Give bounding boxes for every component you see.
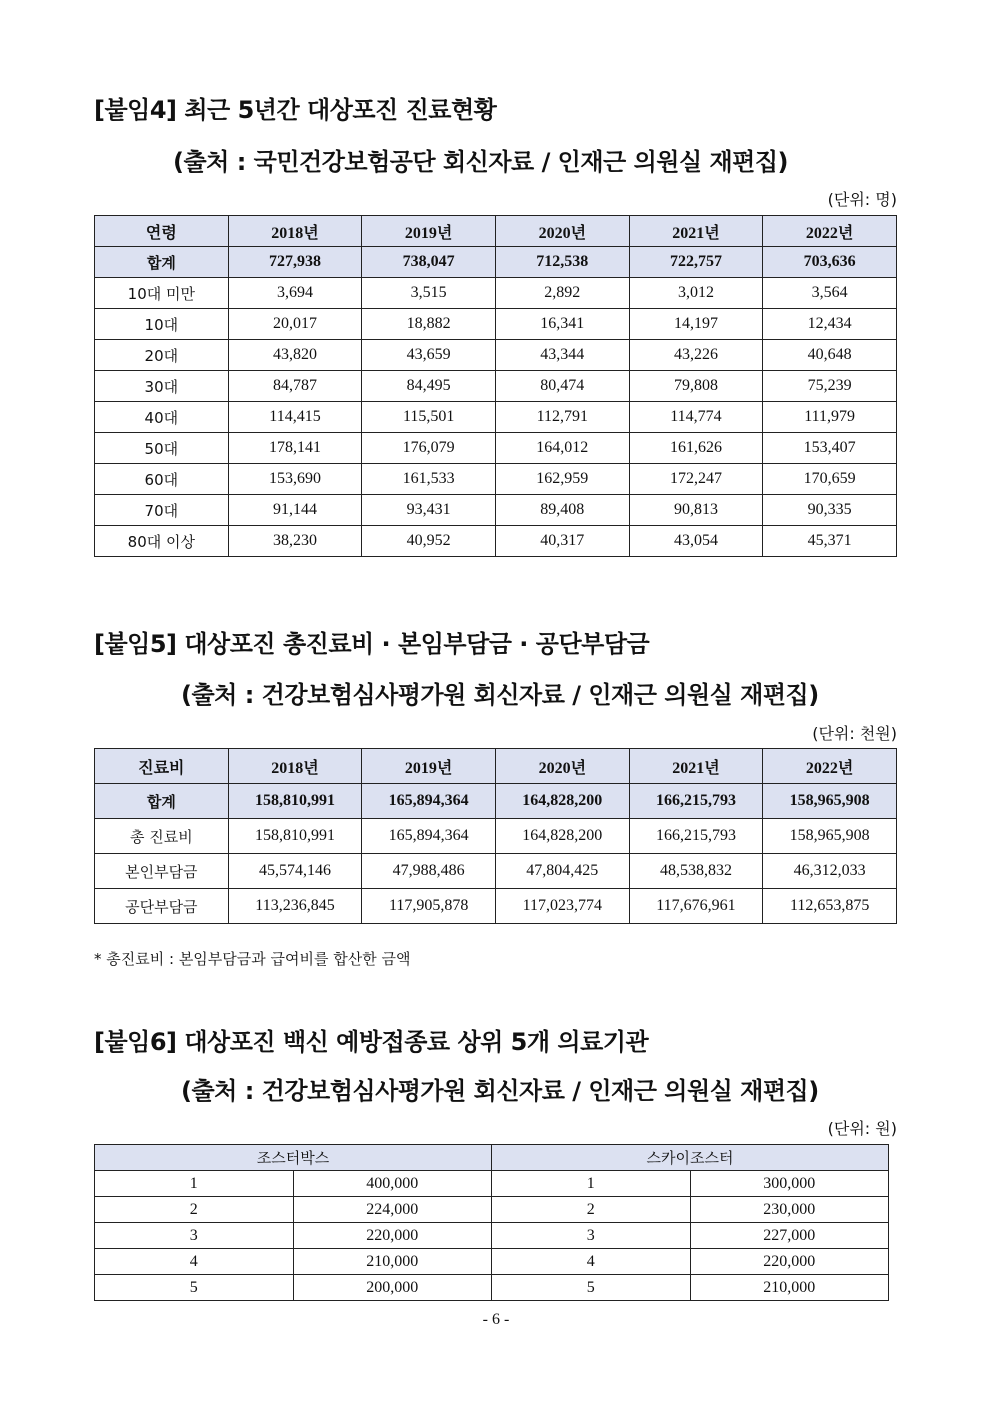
cell: 166,215,793 xyxy=(629,819,763,854)
section5-title: [붙임5] 대상포진 총진료비 · 본임부담금 · 공단부담금 xyxy=(94,630,650,658)
row-label: 10대 xyxy=(95,309,229,340)
header-cell: 2021년 xyxy=(629,216,763,247)
header-cell: 2019년 xyxy=(362,749,496,784)
table-row xyxy=(95,819,897,854)
rank-cell: 2 xyxy=(95,1197,294,1223)
cell: 3,564 xyxy=(763,278,897,309)
header-cell: 2021년 xyxy=(629,749,763,784)
table-row xyxy=(95,340,897,371)
total-cell: 158,965,908 xyxy=(763,784,897,819)
cell: 113,236,845 xyxy=(228,889,362,924)
section4-title: [붙임4] 최근 5년간 대상포진 진료현황 xyxy=(94,96,497,124)
row-label: 30대 xyxy=(95,371,229,402)
price-cell: 210,000 xyxy=(690,1275,889,1301)
cell: 84,787 xyxy=(228,371,362,402)
cell: 45,574,146 xyxy=(228,854,362,889)
cell: 84,495 xyxy=(362,371,496,402)
rank-cell: 3 xyxy=(492,1223,691,1249)
cell: 45,371 xyxy=(763,526,897,557)
table-row xyxy=(95,526,897,557)
cell: 3,012 xyxy=(629,278,763,309)
total-cell: 712,538 xyxy=(495,247,629,278)
table-row xyxy=(95,402,897,433)
table-row xyxy=(95,1249,889,1275)
cell: 114,774 xyxy=(629,402,763,433)
header-cell: 2020년 xyxy=(495,216,629,247)
price-cell: 220,000 xyxy=(690,1249,889,1275)
row-label: 총 진료비 xyxy=(95,819,229,854)
header-cell-zostavax: 조스터박스 xyxy=(95,1145,492,1171)
table-row xyxy=(95,1223,889,1249)
header-cell: 2019년 xyxy=(362,216,496,247)
cell: 111,979 xyxy=(763,402,897,433)
cell: 40,648 xyxy=(763,340,897,371)
cell: 43,226 xyxy=(629,340,763,371)
total-cell: 165,894,364 xyxy=(362,784,496,819)
table-row xyxy=(95,464,897,495)
cell: 153,407 xyxy=(763,433,897,464)
cell: 75,239 xyxy=(763,371,897,402)
cell: 112,791 xyxy=(495,402,629,433)
rank-cell: 1 xyxy=(95,1171,294,1197)
section5-unit: (단위: 천원) xyxy=(812,724,897,743)
total-cell: 166,215,793 xyxy=(629,784,763,819)
header-cell: 2018년 xyxy=(228,216,362,247)
cell: 162,959 xyxy=(495,464,629,495)
cell: 20,017 xyxy=(228,309,362,340)
price-cell: 220,000 xyxy=(293,1223,492,1249)
total-label: 합계 xyxy=(95,784,229,819)
header-cell: 2022년 xyxy=(763,216,897,247)
cell: 178,141 xyxy=(228,433,362,464)
rank-cell: 5 xyxy=(492,1275,691,1301)
row-label: 50대 xyxy=(95,433,229,464)
cell: 79,808 xyxy=(629,371,763,402)
cell: 161,626 xyxy=(629,433,763,464)
price-cell: 230,000 xyxy=(690,1197,889,1223)
header-cell: 연령 xyxy=(95,216,229,247)
rank-cell: 3 xyxy=(95,1223,294,1249)
table-row xyxy=(95,889,897,924)
cell: 153,690 xyxy=(228,464,362,495)
cell: 176,079 xyxy=(362,433,496,464)
cell: 3,694 xyxy=(228,278,362,309)
cell: 16,341 xyxy=(495,309,629,340)
cell: 164,012 xyxy=(495,433,629,464)
table-row xyxy=(95,433,897,464)
row-label: 10대 미만 xyxy=(95,278,229,309)
section4-unit: (단위: 명) xyxy=(827,190,897,209)
section5-table xyxy=(94,748,897,924)
table-header-row xyxy=(95,1145,889,1171)
cell: 91,144 xyxy=(228,495,362,526)
cell: 172,247 xyxy=(629,464,763,495)
cell: 40,952 xyxy=(362,526,496,557)
rank-cell: 4 xyxy=(95,1249,294,1275)
row-label: 본인부담금 xyxy=(95,854,229,889)
cell: 115,501 xyxy=(362,402,496,433)
cell: 43,659 xyxy=(362,340,496,371)
section5-note: * 총진료비 : 본임부담금과 급여비를 합산한 금액 xyxy=(94,950,411,968)
cell: 38,230 xyxy=(228,526,362,557)
header-cell: 진료비 xyxy=(95,749,229,784)
cell: 3,515 xyxy=(362,278,496,309)
table-row xyxy=(95,278,897,309)
header-cell: 2018년 xyxy=(228,749,362,784)
cell: 158,965,908 xyxy=(763,819,897,854)
cell: 112,653,875 xyxy=(763,889,897,924)
cell: 117,676,961 xyxy=(629,889,763,924)
cell: 40,317 xyxy=(495,526,629,557)
section6-source: (출처 : 건강보험심사평가원 회신자료 / 인재근 의원실 재편집) xyxy=(181,1077,819,1105)
cell: 2,892 xyxy=(495,278,629,309)
page-number: - 6 - xyxy=(482,1311,510,1328)
cell: 43,054 xyxy=(629,526,763,557)
cell: 48,538,832 xyxy=(629,854,763,889)
row-label: 공단부담금 xyxy=(95,889,229,924)
header-cell-skyzoster: 스카이조스터 xyxy=(492,1145,889,1171)
total-cell: 722,757 xyxy=(629,247,763,278)
cell: 93,431 xyxy=(362,495,496,526)
price-cell: 227,000 xyxy=(690,1223,889,1249)
cell: 43,820 xyxy=(228,340,362,371)
section4-table xyxy=(94,215,897,557)
cell: 18,882 xyxy=(362,309,496,340)
row-label: 40대 xyxy=(95,402,229,433)
section6-title: [붙임6] 대상포진 백신 예방접종료 상위 5개 의료기관 xyxy=(94,1028,649,1056)
cell: 80,474 xyxy=(495,371,629,402)
price-cell: 224,000 xyxy=(293,1197,492,1223)
rank-cell: 2 xyxy=(492,1197,691,1223)
cell: 14,197 xyxy=(629,309,763,340)
table-header-row xyxy=(95,749,897,784)
cell: 117,023,774 xyxy=(495,889,629,924)
cell: 114,415 xyxy=(228,402,362,433)
price-cell: 210,000 xyxy=(293,1249,492,1275)
table-header-row xyxy=(95,216,897,247)
table-row xyxy=(95,854,897,889)
cell: 12,434 xyxy=(763,309,897,340)
section4-source: (출처 : 국민건강보험공단 회신자료 / 인재근 의원실 재편집) xyxy=(173,148,789,176)
price-cell: 300,000 xyxy=(690,1171,889,1197)
total-cell: 703,636 xyxy=(763,247,897,278)
section6-table xyxy=(94,1144,889,1301)
table-row xyxy=(95,1171,889,1197)
section5-source: (출처 : 건강보험심사평가원 회신자료 / 인재근 의원실 재편집) xyxy=(181,681,819,709)
cell: 161,533 xyxy=(362,464,496,495)
cell: 46,312,033 xyxy=(763,854,897,889)
cell: 89,408 xyxy=(495,495,629,526)
table-row xyxy=(95,495,897,526)
total-cell: 727,938 xyxy=(228,247,362,278)
rank-cell: 5 xyxy=(95,1275,294,1301)
total-cell: 158,810,991 xyxy=(228,784,362,819)
row-label: 20대 xyxy=(95,340,229,371)
header-cell: 2020년 xyxy=(495,749,629,784)
cell: 117,905,878 xyxy=(362,889,496,924)
total-cell: 164,828,200 xyxy=(495,784,629,819)
row-label: 80대 이상 xyxy=(95,526,229,557)
price-cell: 400,000 xyxy=(293,1171,492,1197)
table-row xyxy=(95,371,897,402)
section6-unit: (단위: 원) xyxy=(827,1119,897,1138)
rank-cell: 1 xyxy=(492,1171,691,1197)
cell: 90,813 xyxy=(629,495,763,526)
table-total-row xyxy=(95,784,897,819)
table-row xyxy=(95,1275,889,1301)
cell: 170,659 xyxy=(763,464,897,495)
header-cell: 2022년 xyxy=(763,749,897,784)
price-cell: 200,000 xyxy=(293,1275,492,1301)
cell: 165,894,364 xyxy=(362,819,496,854)
cell: 47,988,486 xyxy=(362,854,496,889)
cell: 90,335 xyxy=(763,495,897,526)
total-cell: 738,047 xyxy=(362,247,496,278)
table-row xyxy=(95,1197,889,1223)
cell: 158,810,991 xyxy=(228,819,362,854)
total-label: 합계 xyxy=(95,247,229,278)
cell: 47,804,425 xyxy=(495,854,629,889)
cell: 164,828,200 xyxy=(495,819,629,854)
row-label: 60대 xyxy=(95,464,229,495)
table-row xyxy=(95,309,897,340)
row-label: 70대 xyxy=(95,495,229,526)
table-total-row xyxy=(95,247,897,278)
cell: 43,344 xyxy=(495,340,629,371)
rank-cell: 4 xyxy=(492,1249,691,1275)
